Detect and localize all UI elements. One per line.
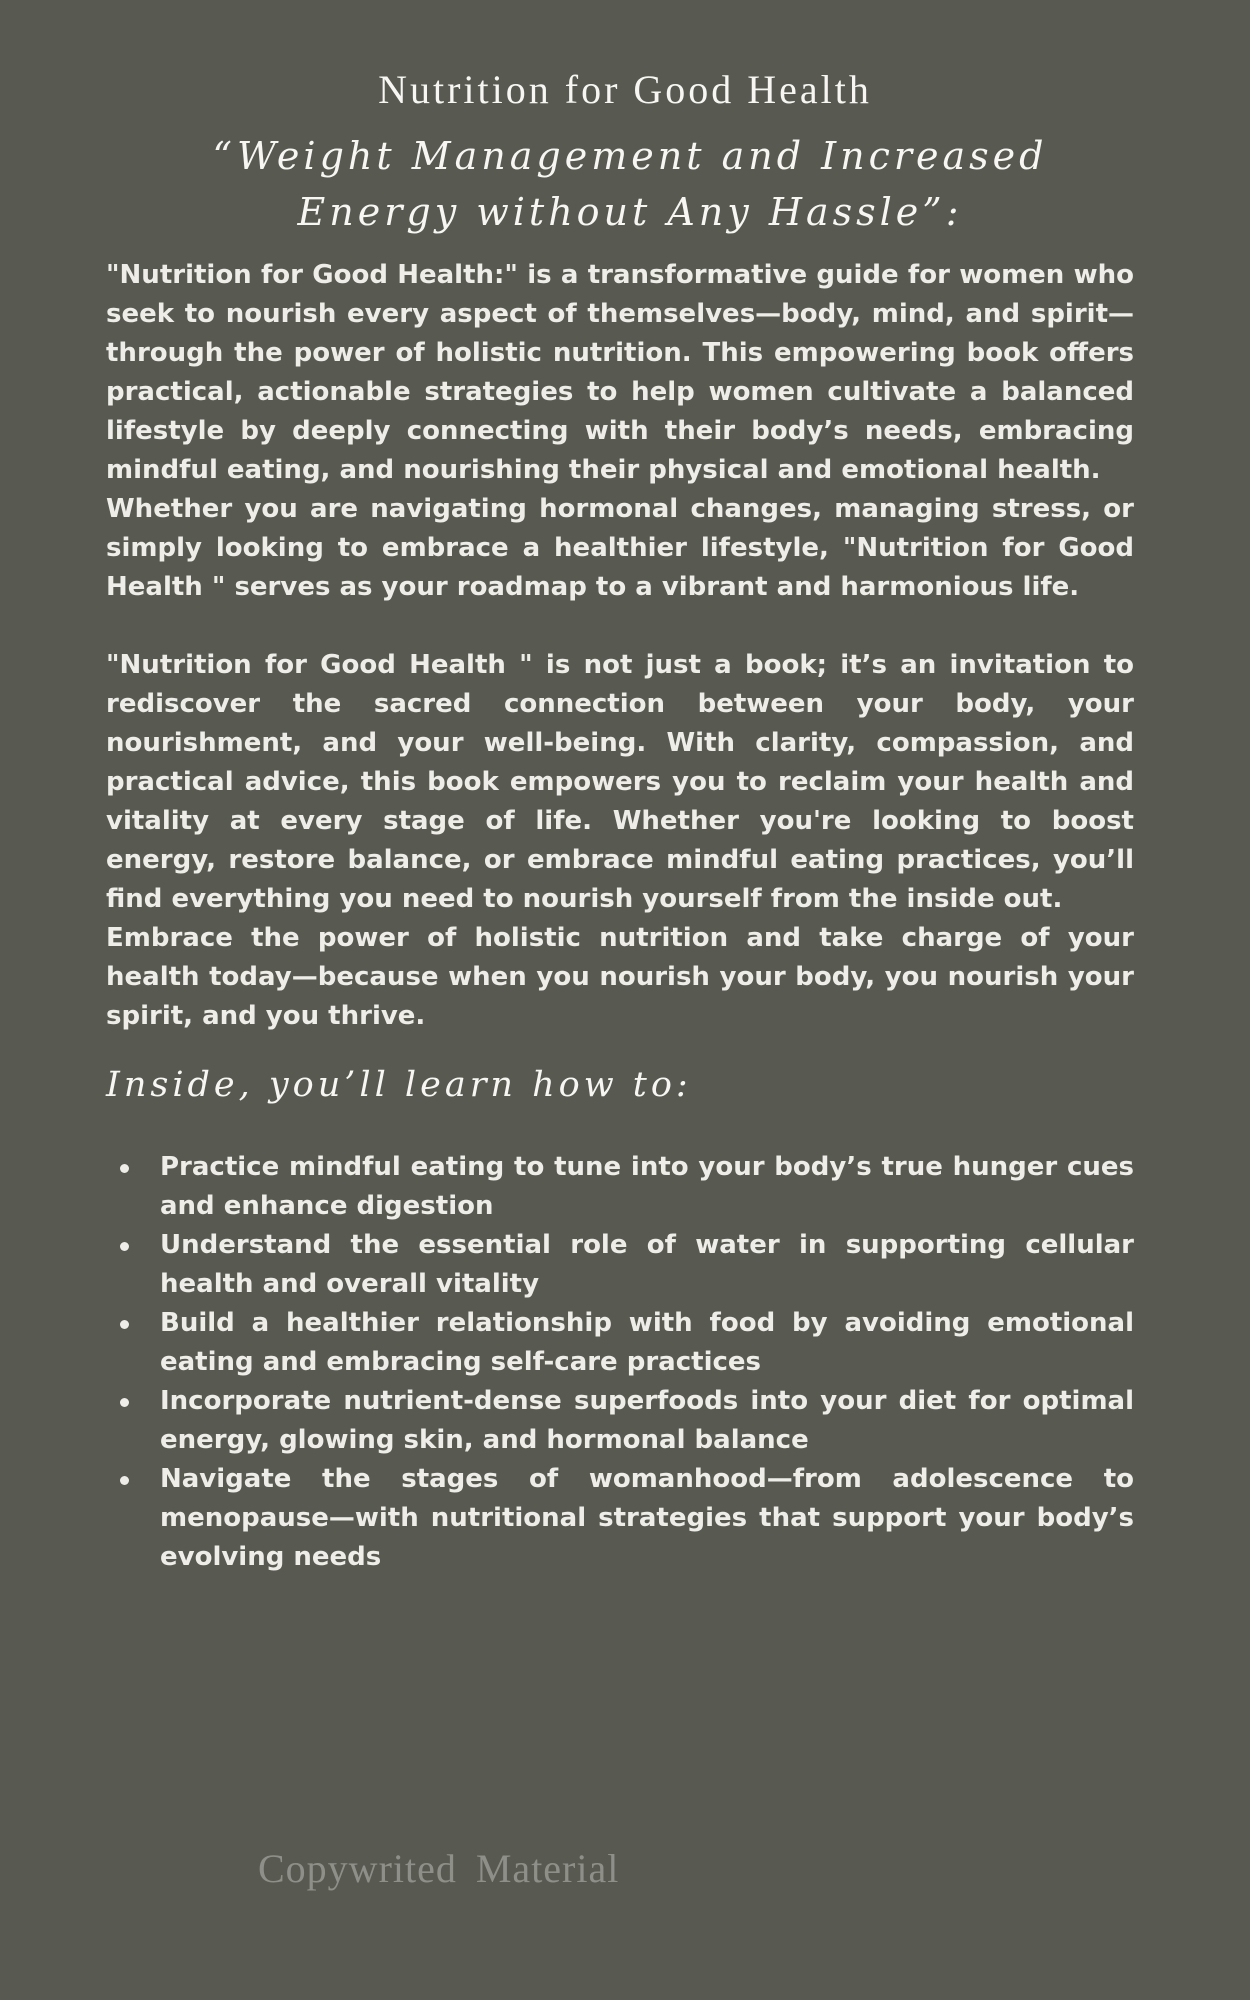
bullet-icon [120,1164,129,1173]
list-item-text: Navigate the stages of womanhood—from adolescence to menopause—with nutritional strategies that support your body’s evolving needs [160,1464,1134,1572]
learn-heading: Inside, you’ll learn how to: [106,1065,692,1105]
list-item [106,1226,1134,1304]
list-item-text: Incorporate nutrient-dense superfoods into your diet for optimal energy, glowing skin, and hormonal balance [160,1386,1134,1455]
description-paragraph-1: "Nutrition for Good Health:" is a transformative guide for women who seek to nourish every aspect of themselves—body, mind, and spirit—through the power of holistic nutrition. This empowering book offers practical, actionable strategies to help women cultivate a balanced lifestyle by deeply connecting with their body’s needs, embracing mindful eating, and nourishing their physical and emotional health. [106,260,1134,485]
description-paragraph-2: Whether you are navigating hormonal changes, managing stress, or simply looking to embrace a healthier lifestyle, "Nutrition for Good Health " serves as your roadmap to a vibrant and harmonious life. [106,494,1134,602]
bullet-icon [120,1398,129,1407]
copyright-watermark: Copywrited Material [258,1846,620,1891]
description-paragraph-3: "Nutrition for Good Health " is not just a book; it’s an invitation to rediscover the sacred connection between your body, your nourishment, and your well-being. With clarity, compassion, and practical advice, this book empowers you to reclaim your health and vitality at every stage of life. Whether you're looking to boost energy, restore balance, or embrace mindful eating practices, you’ll find everything you need to nourish yourself from the inside out. [106,650,1134,914]
bullet-icon [120,1242,129,1251]
list-item [106,1304,1134,1382]
description-block-2 [106,646,1134,1036]
list-item [106,1148,1134,1226]
bullet-icon [120,1476,129,1485]
bullet-icon [120,1320,129,1329]
list-item-text: Understand the essential role of water in supporting cellular health and overall vitality [160,1230,1134,1299]
book-subtitle: “Weight Management and Increased Energy without Any Hassle”: [212,134,1048,234]
list-item-text: Practice mindful eating to tune into your body’s true hunger cues and enhance digestion [160,1152,1134,1221]
description-paragraph-4: Embrace the power of holistic nutrition and take charge of your health today—because when you nourish your body, you nourish your spirit, and you thrive. [106,923,1134,1031]
book-title: Nutrition for Good Health [378,67,872,112]
list-item-text: Build a healthier relationship with food by avoiding emotional eating and embracing self-care practices [160,1308,1134,1377]
learn-list [106,1148,1134,1577]
description-block-1 [106,256,1134,607]
list-item [106,1382,1134,1460]
list-item [106,1460,1134,1577]
